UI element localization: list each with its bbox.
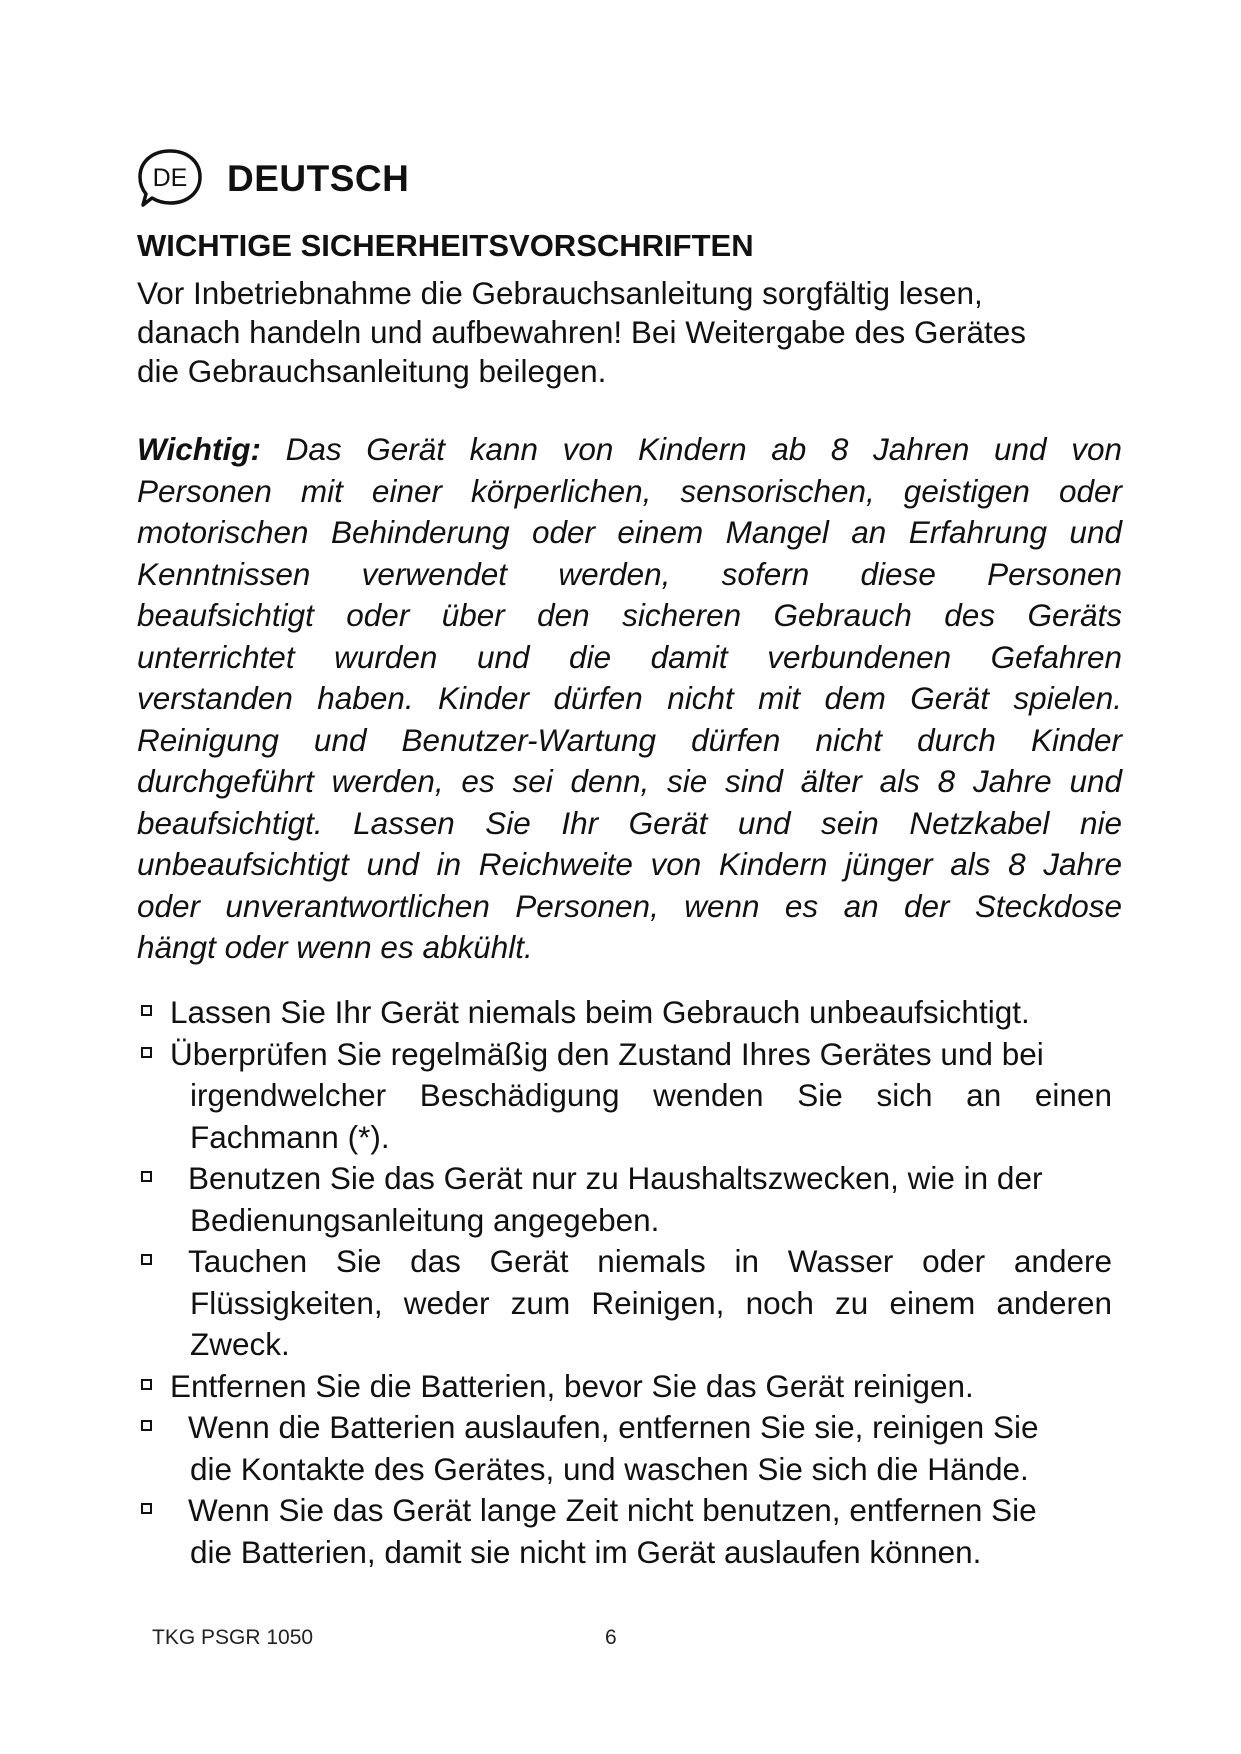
important-lead: Wichtig: (137, 431, 261, 467)
list-item-text: Überprüfen Sie regelmäßig den Zustand Ihres Gerätes und bei (170, 1035, 1044, 1072)
list-item-text: Fachmann (*). (190, 1118, 390, 1155)
checkbox-bullet-icon (141, 1047, 152, 1058)
list-item-text: Wenn Sie das Gerät lange Zeit nicht benutzen, entfernen Sie (188, 1492, 1037, 1528)
important-line: beaufsichtigt. Lassen Sie Ihr Gerät und sein Netzkabel nie (137, 804, 1122, 841)
language-title: DEUTSCH (227, 158, 410, 199)
list-item (137, 1034, 1112, 1159)
list-item-text: Benutzen Sie das Gerät nur zu Haushaltszwecken, wie in der (188, 1160, 1043, 1196)
checkbox-bullet-icon (141, 1005, 152, 1016)
list-item-text: Flüssigkeiten, weder zum Reinigen, noch zu einem anderen (190, 1284, 1112, 1321)
safety-list (137, 992, 1112, 1573)
checkbox-bullet-icon (141, 1420, 152, 1431)
list-item (137, 1241, 1112, 1366)
important-line: oder unverantwortlichen Personen, wenn es an der Steckdose (137, 887, 1122, 924)
list-item (137, 1407, 1112, 1490)
list-item-text: die Batterien, damit sie nicht im Gerät auslaufen können. (190, 1533, 982, 1570)
list-item (137, 1490, 1112, 1573)
list-item-text: Bedienungsanleitung angegeben. (190, 1201, 660, 1238)
checkbox-bullet-icon (141, 1171, 152, 1182)
list-item (137, 1158, 1112, 1241)
speech-bubble-icon (137, 148, 203, 210)
list-item-text: Zweck. (190, 1326, 290, 1362)
intro-paragraph (137, 274, 1107, 391)
intro-line: die Gebrauchsanleitung beilegen. (137, 353, 607, 389)
footer-model: TKG PSGR 1050 (152, 1626, 314, 1649)
checkbox-bullet-icon (141, 1503, 152, 1514)
important-line: unbeaufsichtigt und in Reichweite von Kindern jünger als 8 Jahre (137, 846, 1122, 882)
important-first-line (137, 429, 1122, 471)
checkbox-bullet-icon (141, 1254, 152, 1265)
list-item-text: Wenn die Batterien auslaufen, entfernen Sie sie, reinigen Sie (188, 1409, 1039, 1445)
intro-line: danach handeln und aufbewahren! Bei Weitergabe des Gerätes (137, 314, 1027, 350)
list-item (137, 1366, 1112, 1408)
list-item-text: Tauchen Sie das Gerät niemals in Wasser oder andere (188, 1243, 1112, 1279)
list-item-text: irgendwelcher Beschädigung wenden Sie sich an einen (190, 1077, 1112, 1113)
important-line: Das Gerät kann von Kindern ab 8 Jahren und von (285, 431, 1122, 467)
checkbox-bullet-icon (141, 1379, 152, 1390)
intro-line: Vor Inbetriebnahme die Gebrauchsanleitung sorgfältig lesen, (137, 275, 983, 311)
language-header (137, 148, 409, 210)
list-item-text: die Kontakte des Gerätes, und waschen Sie sich die Hände. (190, 1450, 1029, 1487)
important-line: beaufsichtigt oder über den sicheren Gebrauch des Geräts (137, 597, 1122, 633)
important-line: Reinigung und Benutzer-Wartung dürfen nicht durch Kinder (137, 721, 1122, 758)
list-item-text: Entfernen Sie die Batterien, bevor Sie das Gerät reinigen. (170, 1367, 974, 1404)
important-line: motorischen Behinderung oder einem Mangel an Erfahrung und (137, 514, 1122, 550)
important-line: Kenntnissen verwendet werden, sofern diese Personen (137, 555, 1122, 592)
section-title: WICHTIGE SICHERHEITSVORSCHRIFTEN (137, 228, 754, 263)
list-item (137, 992, 1112, 1034)
important-line: unterrichtet wurden und die damit verbundenen Gefahren (137, 638, 1122, 675)
important-line: verstanden haben. Kinder dürfen nicht mit dem Gerät spielen. (137, 680, 1122, 716)
important-line: durchgeführt werden, es sei denn, sie sind älter als 8 Jahre und (137, 763, 1122, 799)
important-line: Personen mit einer körperlichen, sensorischen, geistigen oder (137, 472, 1122, 509)
language-badge-text: DE (152, 164, 188, 192)
important-paragraph (137, 429, 1122, 969)
important-line: hängt oder wenn es abkühlt. (137, 929, 533, 965)
footer-page-number: 6 (605, 1626, 617, 1649)
list-item-text: Lassen Sie Ihr Gerät niemals beim Gebrauch unbeaufsichtigt. (170, 994, 1030, 1030)
